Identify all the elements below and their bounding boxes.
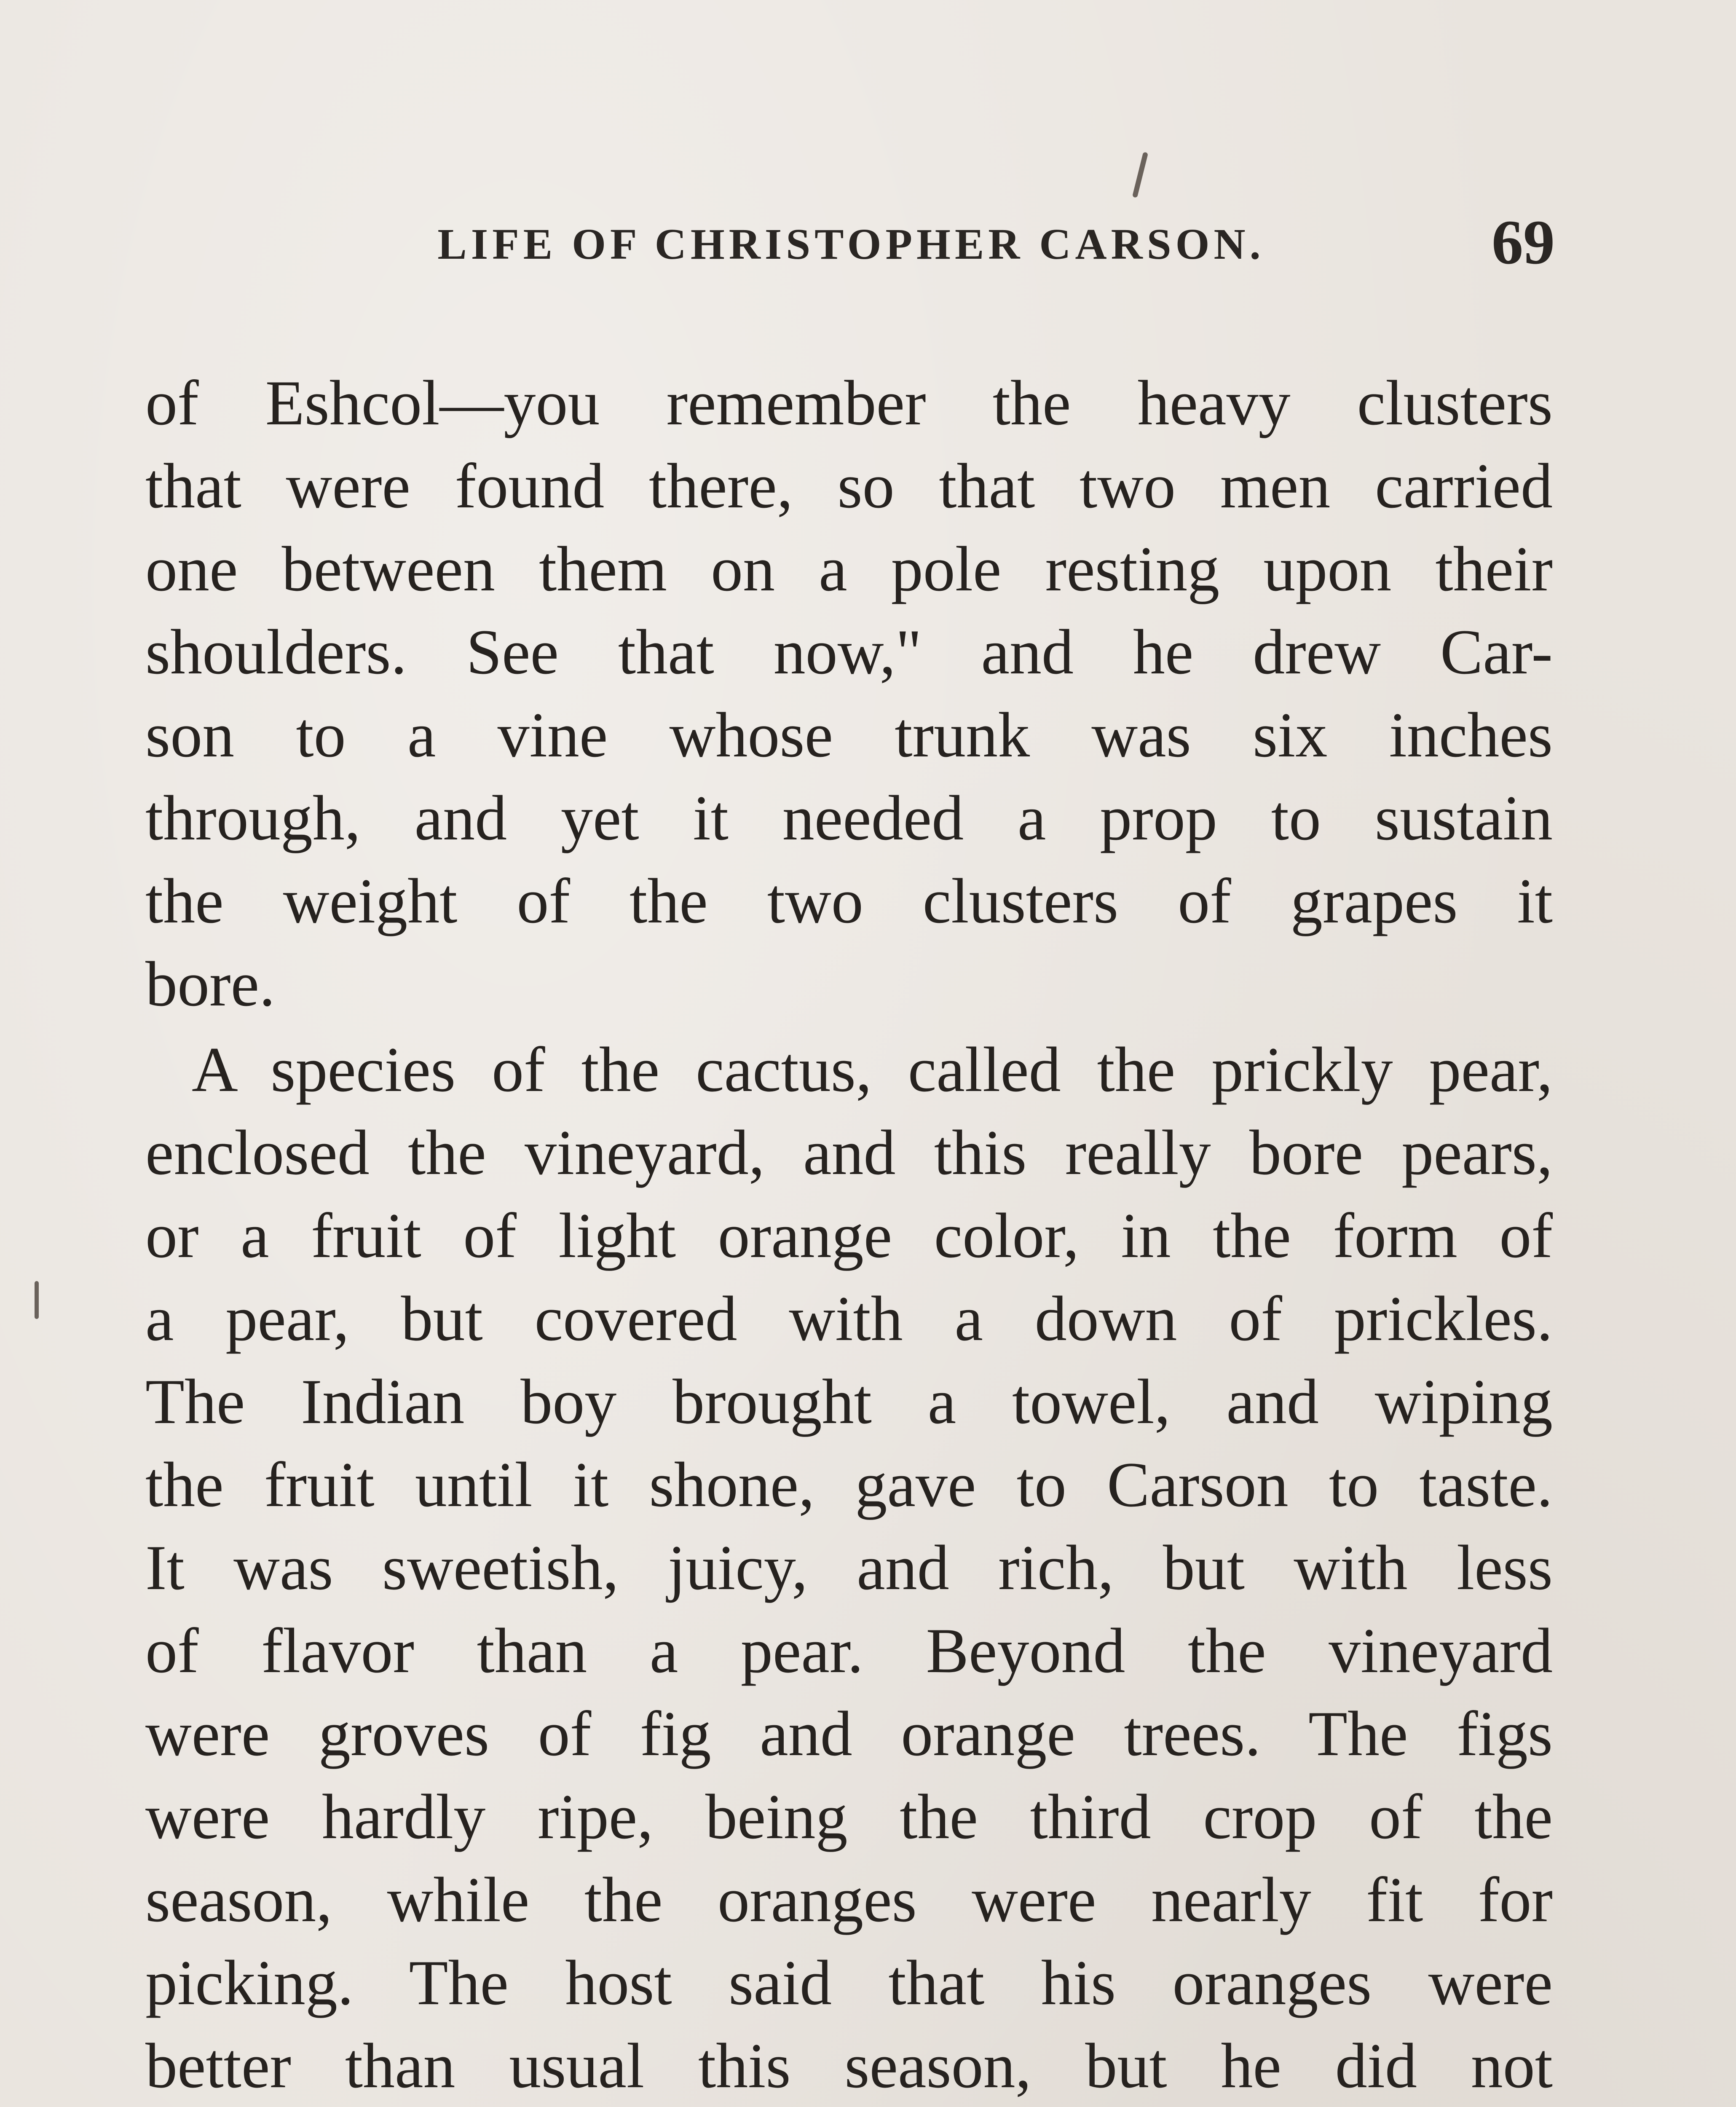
text-line: or a fruit of light orange color, in the form of bbox=[145, 1200, 1553, 1271]
stray-mark bbox=[1132, 152, 1148, 198]
text-line: the fruit until it shone, gave to Carson to taste. bbox=[145, 1449, 1553, 1520]
page-number: 69 bbox=[1492, 207, 1555, 277]
text-line: picking. The host said that his oranges were bbox=[145, 1947, 1553, 2018]
text-line: shoulders. See that now," and he drew Car- bbox=[145, 617, 1553, 687]
text-line: of Eshcol—you remember the heavy clusters bbox=[145, 367, 1553, 438]
text-line: the weight of the two clusters of grapes it bbox=[145, 866, 1553, 936]
text-line: better than usual this season, but he did not bbox=[145, 2030, 1553, 2101]
text-line: bore. bbox=[145, 949, 276, 1019]
text-line: enclosed the vineyard, and this really bore pears, bbox=[145, 1117, 1553, 1188]
text-line: one between them on a pole resting upon their bbox=[145, 533, 1553, 604]
text-line: son to a vine whose trunk was six inches bbox=[145, 700, 1553, 770]
body-text bbox=[145, 362, 1553, 2107]
running-head: LIFE OF CHRISTOPHER CARSON. bbox=[437, 220, 1265, 268]
text-line: through, and yet it needed a prop to sustain bbox=[145, 783, 1553, 853]
text-line: A species of the cactus, called the prickly pear, bbox=[192, 1034, 1553, 1105]
text-line: that were found there, so that two men carried bbox=[145, 450, 1553, 521]
text-line: were hardly ripe, being the third crop of the bbox=[145, 1781, 1553, 1852]
paragraph bbox=[145, 362, 1553, 1026]
text-line: a pear, but covered with a down of prickles. bbox=[145, 1283, 1553, 1354]
text-line: The Indian boy brought a towel, and wiping bbox=[145, 1366, 1553, 1437]
text-line: season, while the oranges were nearly fit for bbox=[145, 1864, 1553, 1935]
stray-mark bbox=[35, 1281, 39, 1319]
text-line: It was sweetish, juicy, and rich, but with less bbox=[145, 1532, 1553, 1603]
text-line: of flavor than a pear. Beyond the vineyard bbox=[145, 1615, 1553, 1686]
paragraph bbox=[145, 1028, 1553, 2107]
text-line: were groves of fig and orange trees. The figs bbox=[145, 1698, 1553, 1769]
